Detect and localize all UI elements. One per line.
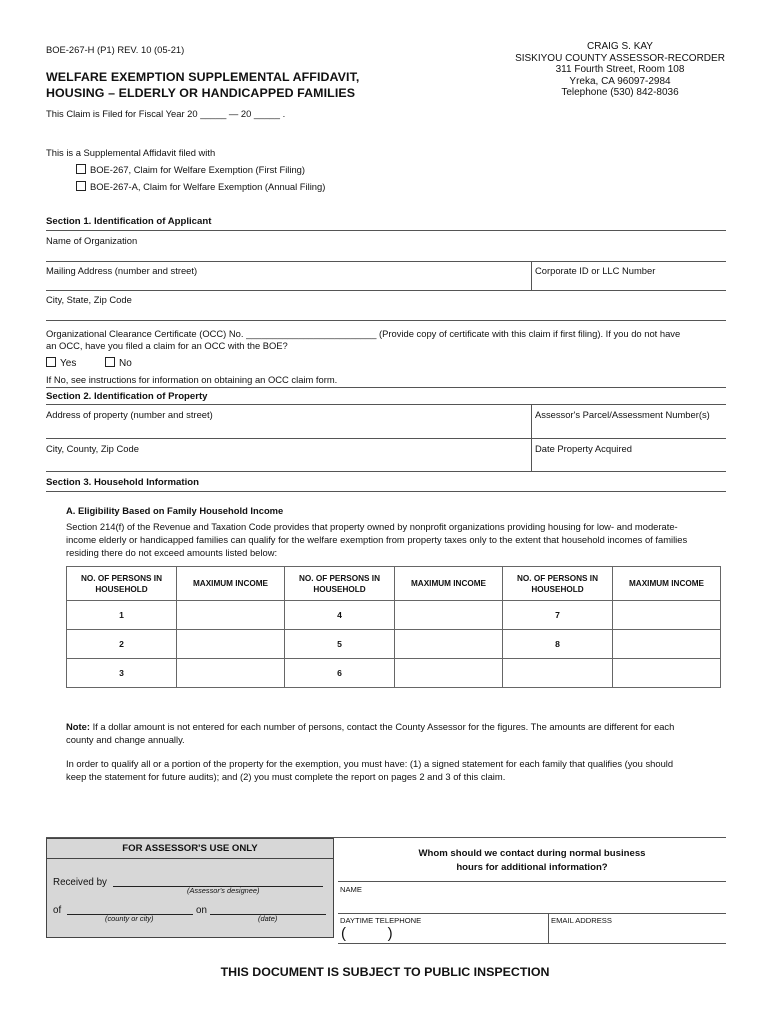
occ-number-field[interactable] — [46, 328, 680, 352]
occ-instructions: If No, see instructions for information on obtaining an OCC claim form. — [46, 374, 338, 385]
checkbox-annual-filing[interactable] — [76, 181, 86, 191]
option-annual-filing[interactable] — [76, 181, 325, 192]
persons-cell: 7 — [503, 601, 613, 630]
option-first-filing-label: BOE-267, Claim for Welfare Exemption (First Filing) — [90, 164, 305, 175]
mailing-address-field[interactable]: Mailing Address (number and street) — [46, 265, 198, 276]
property-city-field[interactable]: City, County, Zip Code — [46, 443, 139, 454]
checkbox-yes[interactable] — [46, 357, 56, 367]
persons-cell: 6 — [285, 659, 395, 688]
section3-heading: Section 3. Household Information — [46, 477, 199, 488]
occ-line1: Organizational Clearance Certificate (OCC) No. _________________________ (Provide copy of certificate with this claim if first filing). If you do not have — [46, 328, 681, 339]
option-first-filing[interactable] — [76, 164, 305, 175]
city-state-zip-field[interactable]: City, State, Zip Code — [46, 294, 132, 305]
income-input-cell[interactable] — [177, 630, 285, 659]
assessors-use-heading: FOR ASSESSOR'S USE ONLY — [122, 843, 258, 854]
org-name-field[interactable]: Name of Organization — [46, 235, 138, 246]
assessor-name: CRAIG S. KAY — [587, 41, 653, 52]
persons-cell: 8 — [503, 630, 613, 659]
income-input-cell[interactable] — [395, 601, 503, 630]
section2-heading: Section 2. Identification of Property — [46, 391, 208, 402]
assessor-address1: 311 Fourth Street, Room 108 — [555, 64, 685, 75]
income-input-cell[interactable] — [177, 601, 285, 630]
assessor-address-block — [500, 41, 740, 99]
note-paragraph — [66, 720, 726, 746]
header-persons: NO. OF PERSONS IN HOUSEHOLD — [503, 567, 613, 601]
income-input-cell[interactable] — [613, 601, 721, 630]
income-input-cell[interactable] — [613, 659, 721, 688]
occ-yes-option[interactable] — [46, 357, 76, 369]
assessor-telephone: Telephone (530) 842-8036 — [561, 87, 679, 98]
checkbox-first-filing[interactable] — [76, 164, 86, 174]
note-line2: county and change annually. — [66, 734, 185, 745]
persons-cell: 1 — [67, 601, 177, 630]
county-caption: (county or city) — [105, 914, 154, 923]
section1-heading: Section 1. Identification of Applicant — [46, 216, 212, 227]
note-line1: If a dollar amount is not entered for each number of persons, contact the County Assessor for the figures. The amounts are different for each — [89, 721, 675, 732]
daytime-telephone-field[interactable]: DAYTIME TELEPHONE — [340, 916, 422, 925]
income-table — [66, 566, 721, 688]
contact-question-line2: hours for additional information? — [456, 862, 608, 873]
section3-subheading: A. Eligibility Based on Family Household Income — [66, 505, 284, 516]
form-title-line2: HOUSING – ELDERLY OR HANDICAPPED FAMILIES — [46, 86, 356, 100]
contact-name-field[interactable]: NAME — [340, 885, 362, 894]
assessors-use-box — [46, 838, 334, 938]
eligibility-line1: Section 214(f) of the Revenue and Taxation Code provides that property owned by nonprofit organizations providing housing for low- and moderate- — [66, 521, 678, 532]
email-address-field[interactable]: EMAIL ADDRESS — [551, 916, 612, 925]
date-caption: (date) — [258, 914, 278, 923]
parcel-number-field[interactable]: Assessor's Parcel/Assessment Number(s) — [535, 409, 710, 420]
income-input-cell[interactable] — [395, 630, 503, 659]
received-by-label: Received by — [53, 877, 107, 888]
occ-no-option[interactable] — [105, 357, 132, 369]
contact-question-line1: Whom should we contact during normal business — [418, 848, 646, 859]
header-income: MAXIMUM INCOME — [395, 567, 503, 601]
table-row — [67, 601, 721, 630]
header-persons: NO. OF PERSONS IN HOUSEHOLD — [285, 567, 395, 601]
eligibility-paragraph — [66, 520, 726, 559]
header-persons: NO. OF PERSONS IN HOUSEHOLD — [67, 567, 177, 601]
on-label: on — [196, 905, 207, 916]
note-label: Note: — [66, 721, 90, 732]
telephone-area-code: ( ) — [341, 925, 393, 942]
contact-question — [338, 847, 726, 875]
assessor-address2: Yreka, CA 96097-2984 — [569, 75, 671, 87]
eligibility-line3: residing there do not exceed amounts listed below: — [66, 547, 278, 558]
eligibility-line2: income elderly or handicapped families can qualify for the welfare exemption from property taxes only to the extent that household incomes of families — [66, 534, 688, 545]
occ-line2: an OCC, have you filed a claim for an OCC with the BOE? — [46, 340, 288, 351]
table-row — [67, 630, 721, 659]
property-address-field[interactable]: Address of property (number and street) — [46, 409, 213, 420]
table-header-row — [67, 567, 721, 601]
date-acquired-field[interactable]: Date Property Acquired — [535, 443, 632, 454]
option-annual-filing-label: BOE-267-A, Claim for Welfare Exemption (Annual Filing) — [90, 181, 326, 192]
persons-cell — [503, 659, 613, 688]
qualify-paragraph — [66, 757, 726, 783]
checkbox-no[interactable] — [105, 357, 115, 367]
form-title-line1: WELFARE EXEMPTION SUPPLEMENTAL AFFIDAVIT, — [46, 70, 360, 84]
income-input-cell[interactable] — [613, 630, 721, 659]
qualify-line1: In order to qualify all or a portion of the property for the exemption, you must have: (1) a signed statement for each family that qualifies (you should — [66, 758, 674, 769]
designee-caption: (Assessor's designee) — [187, 886, 260, 895]
income-input-cell[interactable] — [177, 659, 285, 688]
no-label: No — [119, 358, 132, 369]
public-inspection-notice: THIS DOCUMENT IS SUBJECT TO PUBLIC INSPECTION — [220, 965, 550, 979]
assessor-office: SISKIYOU COUNTY ASSESSOR-RECORDER — [515, 52, 725, 64]
persons-cell: 2 — [67, 630, 177, 659]
fiscal-year-line: This Claim is Filed for Fiscal Year 20 _____ — 20 _____ . — [46, 108, 286, 119]
header-income: MAXIMUM INCOME — [177, 567, 285, 601]
persons-cell: 5 — [285, 630, 395, 659]
of-label: of — [53, 905, 62, 916]
yes-label: Yes — [60, 358, 77, 369]
table-row — [67, 659, 721, 688]
income-input-cell[interactable] — [395, 659, 503, 688]
persons-cell: 4 — [285, 601, 395, 630]
corporate-id-field[interactable]: Corporate ID or LLC Number — [535, 265, 656, 276]
form-number: BOE-267-H (P1) REV. 10 (05-21) — [46, 44, 185, 55]
supplemental-intro: This is a Supplemental Affidavit filed with — [46, 147, 216, 158]
header-income: MAXIMUM INCOME — [613, 567, 721, 601]
persons-cell: 3 — [67, 659, 177, 688]
qualify-line2: keep the statement for future audits); and (2) you must complete the report on pages 2 and 3 of this claim. — [66, 771, 506, 782]
